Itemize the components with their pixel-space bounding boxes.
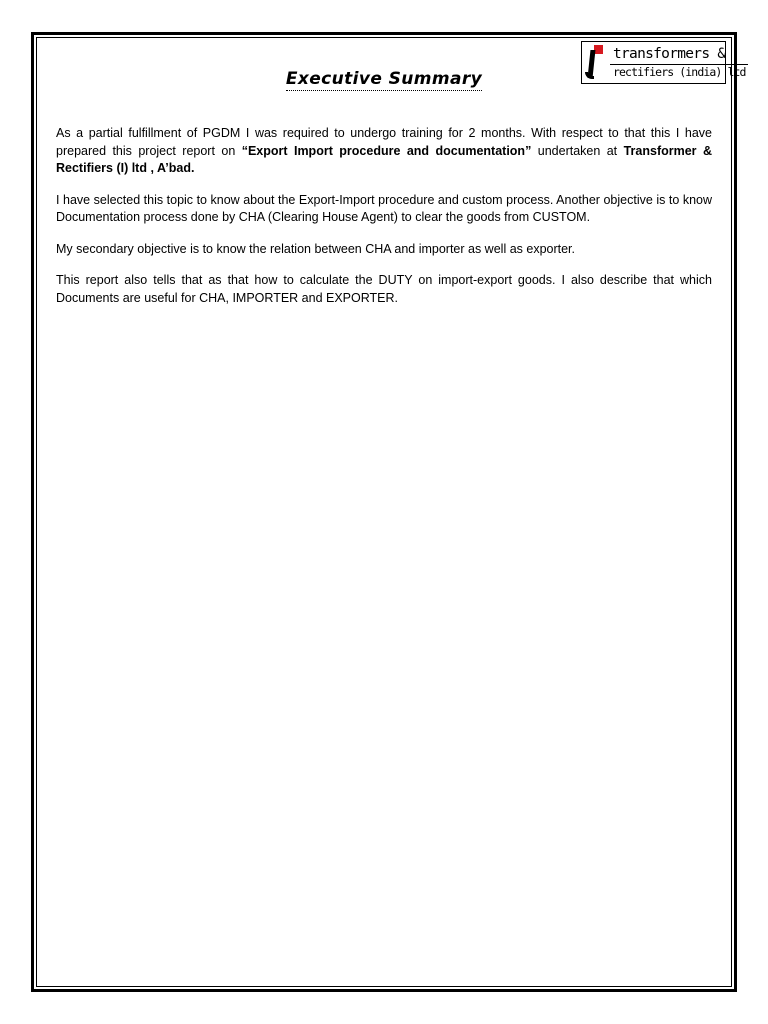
paragraph-1-mid: undertaken at bbox=[531, 143, 624, 158]
paragraph-1 bbox=[56, 125, 712, 178]
page-title: Executive Summary bbox=[285, 69, 483, 89]
company-logo-line2: rectifiers (india) ltd bbox=[610, 64, 748, 80]
company-logo-line1: transformers & bbox=[613, 46, 726, 62]
paragraph-3: My secondary objective is to know the relation between CHA and importer as well as exporter. bbox=[56, 241, 576, 256]
paragraph-1-intro: As a partial fulfillment of PGDM I was required to undergo training for 2 months. With respect to that this I have prepared this project report on bbox=[56, 126, 712, 158]
summary-body bbox=[56, 125, 712, 321]
company-name: Transformer & Rectifiers (I) ltd , A’bad. bbox=[56, 143, 712, 175]
paragraph-2: I have selected this topic to know about the Export-Import procedure and custom process. Another objective is to know Documentation process done by CHA (Clearing House Agent) to clear the goods from CUSTOM. bbox=[56, 192, 712, 224]
project-topic: “Export Import procedure and documentation” bbox=[241, 143, 532, 158]
paragraph-4: This report also tells that as that how to calculate the DUTY on import-export goods. I also describe that which Documents are useful for CHA, IMPORTER and EXPORTER. bbox=[56, 273, 712, 305]
page-title-container bbox=[0, 69, 768, 89]
